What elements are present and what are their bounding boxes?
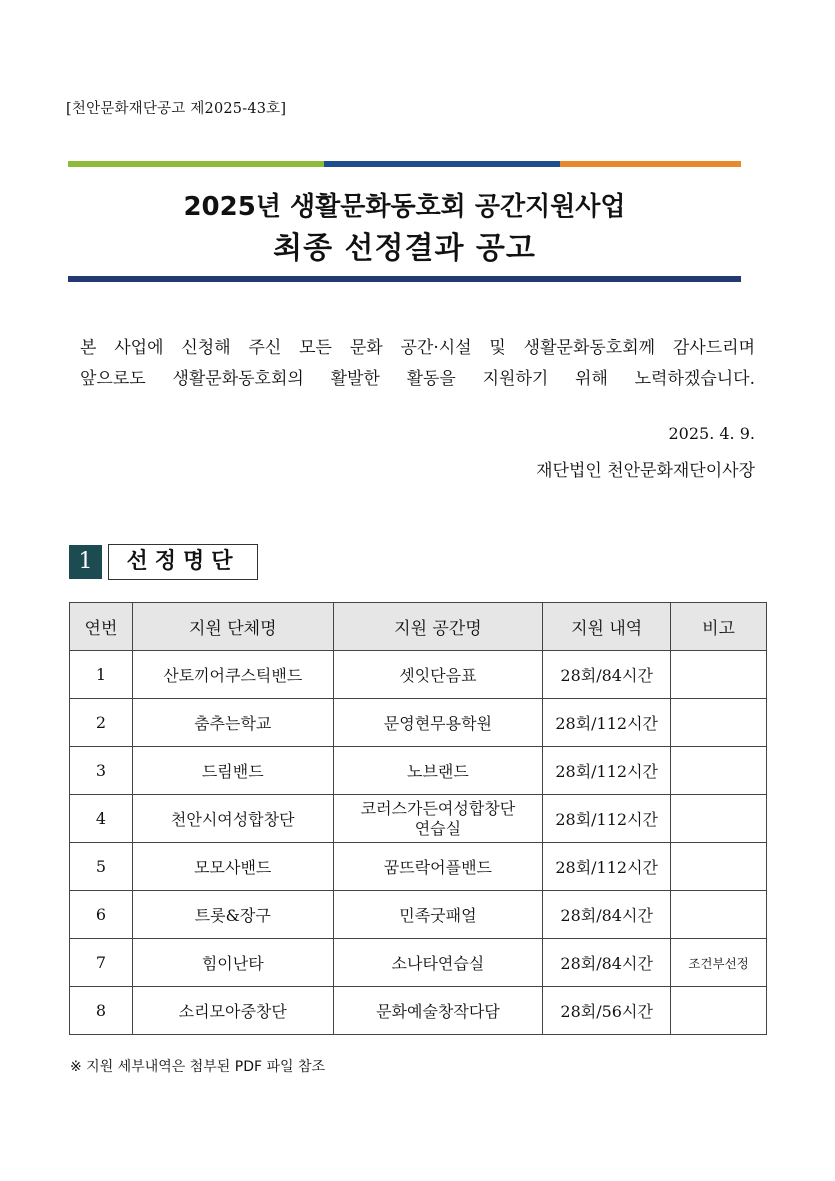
page-title-line2: 최종 선정결과 공고 <box>273 231 536 266</box>
table-header-row <box>70 603 767 651</box>
row-group-name: 힘이난타 <box>132 939 333 987</box>
row-support-detail: 28회/112시간 <box>543 747 671 795</box>
row-remarks: 조건부선정 <box>671 939 767 987</box>
bottom-color-bar <box>68 276 741 282</box>
footnote: ※ 지원 세부내역은 첨부된 PDF 파일 참조 <box>70 1059 326 1075</box>
table-row <box>70 651 767 699</box>
top-color-bar <box>68 161 741 167</box>
header-support-detail: 지원 내역 <box>543 603 671 651</box>
row-remarks <box>671 987 767 1035</box>
table-row <box>70 891 767 939</box>
table-row <box>70 747 767 795</box>
row-support-detail: 28회/112시간 <box>543 843 671 891</box>
notice-number: [천안문화재단공고 제2025-43호] <box>66 101 287 117</box>
row-group-name: 천안시여성합창단 <box>132 795 333 843</box>
row-support-detail: 28회/84시간 <box>543 891 671 939</box>
row-support-detail: 28회/84시간 <box>543 651 671 699</box>
intro-line-2: 앞으로도 생활문화동호회의 활발한 활동을 지원하기 위해 노력하겠습니다. <box>80 369 755 389</box>
section-number-badge: 1 <box>69 545 102 579</box>
row-remarks <box>671 699 767 747</box>
row-space-name: 꿈뜨락어플밴드 <box>333 843 543 891</box>
row-group-name: 산토끼어쿠스틱밴드 <box>132 651 333 699</box>
row-space-name: 노브랜드 <box>333 747 543 795</box>
row-no: 5 <box>70 843 133 891</box>
top-bar-orange <box>560 161 741 167</box>
announcement-date: 2025. 4. 9. <box>668 424 755 443</box>
row-no: 3 <box>70 747 133 795</box>
intro-line-1: 본 사업에 신청해 주신 모든 문화 공간·시설 및 생활문화동호회께 감사드리며 <box>80 338 755 358</box>
intro-paragraph <box>80 333 755 395</box>
row-group-name: 소리모아중창단 <box>132 987 333 1035</box>
table-row <box>70 843 767 891</box>
table-row <box>70 987 767 1035</box>
row-no: 2 <box>70 699 133 747</box>
row-support-detail: 28회/112시간 <box>543 795 671 843</box>
page-title-line1: 2025년 생활문화동호회 공간지원사업 <box>183 192 626 222</box>
row-remarks <box>671 747 767 795</box>
selection-table <box>69 602 767 1035</box>
row-space-name: 셋잇단음표 <box>333 651 543 699</box>
row-space-name: 코러스가든여성합창단 연습실 <box>333 795 543 843</box>
top-bar-blue <box>324 161 560 167</box>
row-remarks <box>671 795 767 843</box>
row-space-name: 문화예술창작다담 <box>333 987 543 1035</box>
row-no: 4 <box>70 795 133 843</box>
issuer-name: 재단법인 천안문화재단이사장 <box>536 461 755 481</box>
table-row <box>70 699 767 747</box>
row-support-detail: 28회/56시간 <box>543 987 671 1035</box>
row-no: 8 <box>70 987 133 1035</box>
row-support-detail: 28회/84시간 <box>543 939 671 987</box>
row-no: 1 <box>70 651 133 699</box>
row-group-name: 트롯&장구 <box>132 891 333 939</box>
row-remarks <box>671 651 767 699</box>
header-remarks: 비고 <box>671 603 767 651</box>
top-bar-green <box>68 161 324 167</box>
header-no: 연번 <box>70 603 133 651</box>
header-group-name: 지원 단체명 <box>132 603 333 651</box>
row-group-name: 드림밴드 <box>132 747 333 795</box>
row-no: 6 <box>70 891 133 939</box>
header-space-name: 지원 공간명 <box>333 603 543 651</box>
row-remarks <box>671 891 767 939</box>
section-title: 선정명단 <box>108 544 258 580</box>
table-row <box>70 795 767 843</box>
row-space-name: 문영현무용학원 <box>333 699 543 747</box>
row-group-name: 춤추는학교 <box>132 699 333 747</box>
row-support-detail: 28회/112시간 <box>543 699 671 747</box>
row-group-name: 모모사밴드 <box>132 843 333 891</box>
row-space-name: 민족굿패얼 <box>333 891 543 939</box>
row-remarks <box>671 843 767 891</box>
row-space-name: 소나타연습실 <box>333 939 543 987</box>
table-row <box>70 939 767 987</box>
row-no: 7 <box>70 939 133 987</box>
